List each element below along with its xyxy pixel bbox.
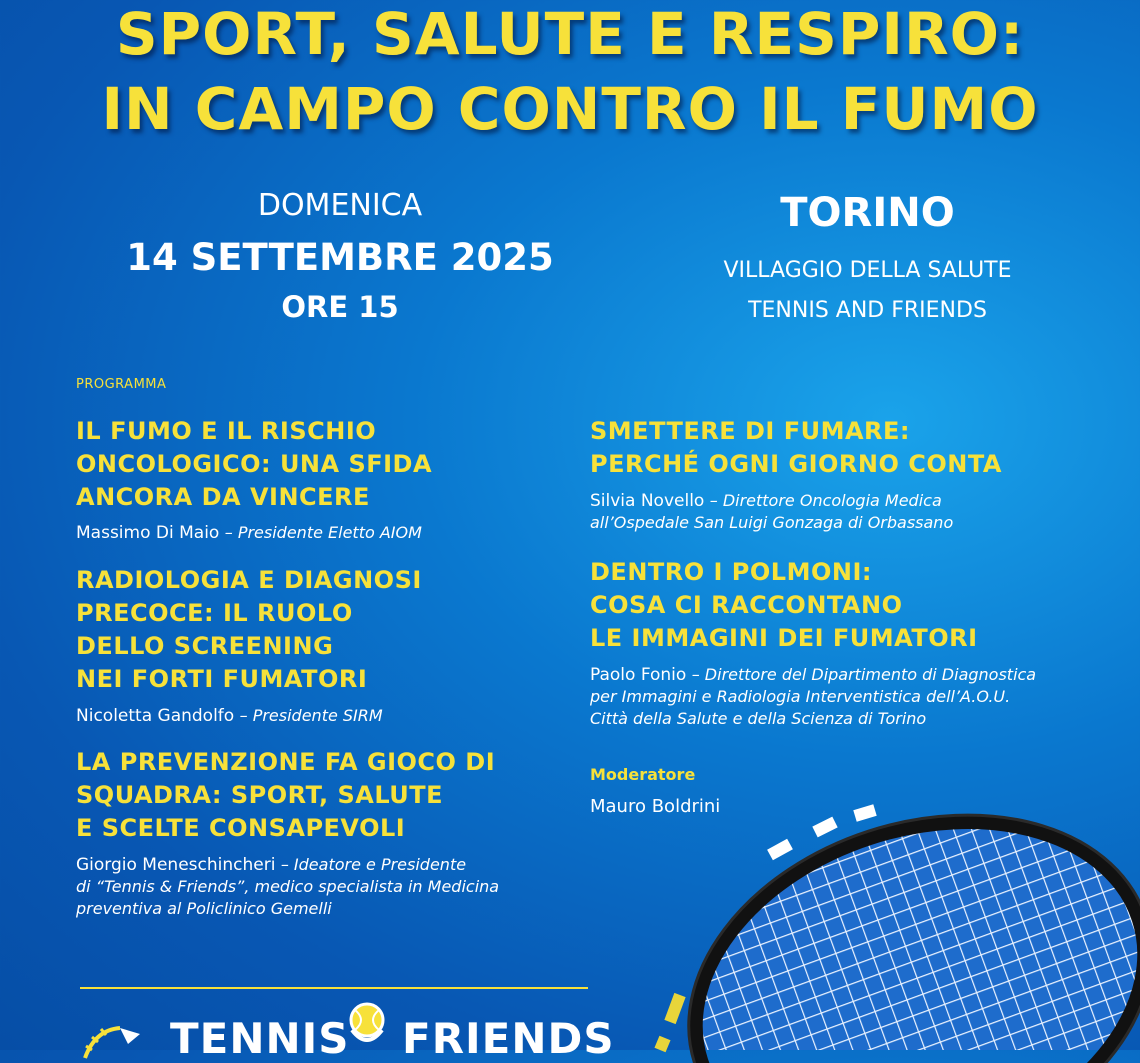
venue-city: TORINO xyxy=(780,190,955,236)
event-time: ORE 15 xyxy=(281,290,399,324)
venue-line-1: VILLAGGIO DELLA SALUTE xyxy=(723,258,1012,283)
event-day: DOMENICA xyxy=(257,188,423,223)
speaker-name: Giorgio Meneschincheri xyxy=(76,855,276,875)
talk-2-speaker xyxy=(76,705,383,727)
talk-2-title xyxy=(76,564,422,696)
speaker-name: Paolo Fonio xyxy=(590,665,687,685)
talk-title-line: RADIOLOGIA E DIAGNOSI xyxy=(76,566,422,594)
talk-title-line: PERCHÉ OGNI GIORNO CONTA xyxy=(590,450,1002,478)
speaker-role: – Direttore Oncologia Medica xyxy=(709,491,942,510)
laurel-wreath-icon xyxy=(80,1020,150,1060)
speaker-role: – Presidente Eletto AIOM xyxy=(224,523,422,542)
poster-title-line-2: IN CAMPO CONTRO IL FUMO xyxy=(101,75,1039,143)
talk-title-line: COSA CI RACCONTANO xyxy=(590,591,903,619)
logo-word-friends: FRIENDS xyxy=(402,1014,615,1063)
event-date: 14 SETTEMBRE 2025 xyxy=(126,236,554,279)
venue-line-2: TENNIS AND FRIENDS xyxy=(748,298,987,323)
speaker-role-line: di “Tennis & Friends”, medico specialista in Medicina xyxy=(76,877,500,896)
moderator-label: Moderatore xyxy=(590,765,696,784)
talk-title-line: PRECOCE: IL RUOLO xyxy=(76,599,353,627)
speaker-role: – Ideatore e Presidente xyxy=(280,855,467,874)
program-label: PROGRAMMA xyxy=(76,377,167,392)
speaker-role-line: Città della Salute e della Scienza di Torino xyxy=(590,709,927,728)
speaker-role-line: preventiva al Policlinico Gemelli xyxy=(76,899,332,918)
talk-3-speaker xyxy=(76,854,576,920)
talk-5-title xyxy=(590,556,978,655)
talk-title-line: SMETTERE DI FUMARE: xyxy=(590,417,910,445)
speaker-name: Silvia Novello xyxy=(590,491,705,511)
talk-title-line: ANCORA DA VINCERE xyxy=(76,483,370,511)
talk-1-title xyxy=(76,415,432,514)
talk-title-line: NEI FORTI FUMATORI xyxy=(76,665,368,693)
poster-title-line-1: SPORT, SALUTE E RESPIRO: xyxy=(115,0,1025,68)
footer-divider xyxy=(80,987,588,989)
talk-title-line: E SCELTE CONSAPEVOLI xyxy=(76,814,406,842)
speaker-name: Massimo Di Maio xyxy=(76,523,220,543)
talk-4-title xyxy=(590,415,1002,481)
talk-3-title xyxy=(76,746,495,845)
speaker-role-line: per Immagini e Radiologia Interventistica dell’A.O.U. xyxy=(590,687,1011,706)
tennis-ball-icon xyxy=(342,1000,392,1050)
speaker-name: Nicoletta Gandolfo xyxy=(76,706,235,726)
talk-title-line: LA PREVENZIONE FA GIOCO DI xyxy=(76,748,496,776)
talk-5-speaker xyxy=(590,664,1135,730)
talk-title-line: ONCOLOGICO: UNA SFIDA xyxy=(76,450,433,478)
talk-title-line: SQUADRA: SPORT, SALUTE xyxy=(76,781,444,809)
speaker-role-line: all’Ospedale San Luigi Gonzaga di Orbassano xyxy=(590,513,954,532)
talk-title-line: LE IMMAGINI DEI FUMATORI xyxy=(590,624,978,652)
moderator-name: Mauro Boldrini xyxy=(590,796,721,817)
logo-word-tennis: TENNIS xyxy=(170,1014,350,1063)
tennis-and-friends-logo xyxy=(80,1000,615,1063)
talk-title-line: DENTRO I POLMONI: xyxy=(590,558,872,586)
talk-4-speaker xyxy=(590,490,1130,534)
talk-1-speaker xyxy=(76,522,422,544)
talk-title-line: IL FUMO E IL RISCHIO xyxy=(76,417,377,445)
talk-title-line: DELLO SCREENING xyxy=(76,632,334,660)
speaker-role: – Direttore del Dipartimento di Diagnostica xyxy=(691,665,1037,684)
tennis-racket-icon xyxy=(620,760,1140,1050)
speaker-role: – Presidente SIRM xyxy=(239,706,383,725)
